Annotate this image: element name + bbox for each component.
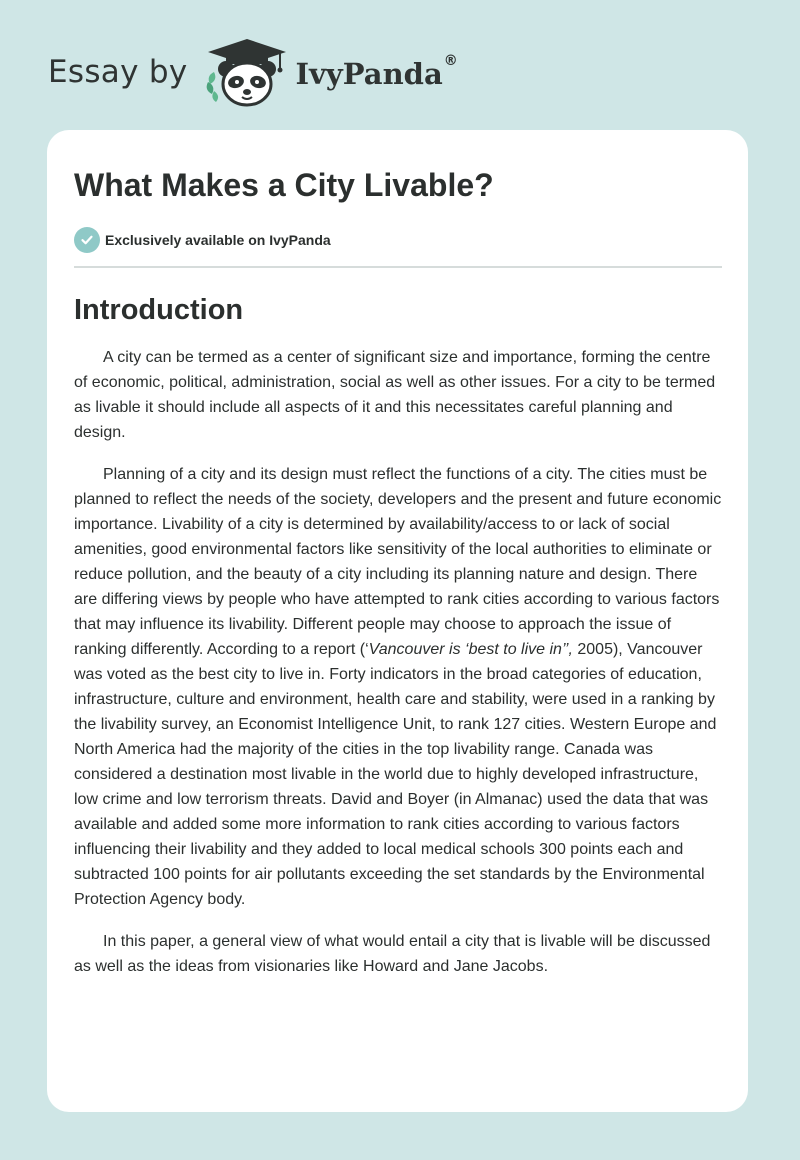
paragraph-text: Planning of a city and its design must reflect the functions of a city. The cities must be planned to reflect the needs of the society, developers and the present and future economic importance. Livability of a city is determined by availability/access to or lack of social amenities, good environmental factors like sensitivity of the local authorities to eliminate or reduce pollution, and the beauty of a city including its planning nature and design. There are differing views by people who have attempted to rank cities according to various factors that may influence its livability. Different people may choose to approach the issue of ranking differently. According to a report (‘: [74, 466, 722, 658]
paragraph: In this paper, a general view of what would entail a city that is livable will be discussed as well as the ideas from visionaries like Howard and Jane Jacobs.: [74, 933, 711, 975]
site-header: [48, 36, 458, 108]
brand-prefix: Essay by: [48, 53, 188, 90]
section-heading: Introduction: [74, 294, 244, 326]
exclusive-badge: [74, 227, 722, 253]
page-title: What Makes a City Livable?: [74, 167, 494, 203]
paragraph: A city can be termed as a center of significant size and importance, forming the centre of economic, political, administration, social as well as other issues. For a city to be termed as livable it should include all aspects of it and this necessitates careful planning and design.: [74, 349, 716, 441]
paragraph-text: 2005), Vancouver was voted as the best city to live in. Forty indicators in the broad categories of education, infrastructure, culture and environment, health care and stability, were used in a ranking by the livability survey, an Economist Intelligence Unit, to rank 127 cities. Western Europe and North America had the majority of the cities in the top livability range. Canada was considered a destination most livable in the world due to highly developed infrastructure, low crime and low terrorism threats. David and Boyer (in Almanac) used the data that was available and added some more information to rank cities according to various factors influencing their livability and they added to local medical schools 300 points each and subtracted 100 points for air pollutants exceeding the set standards by the Environmental Protection Agency body.: [74, 641, 717, 908]
exclusive-badge-label: Exclusively available on IvyPanda: [105, 232, 331, 248]
check-circle-icon: [74, 227, 100, 253]
citation-title: Vancouver is ‘best to live in’’,: [368, 641, 573, 658]
brand-name[interactable]: IvyPanda®: [295, 52, 458, 91]
panda-graduate-logo[interactable]: [204, 36, 290, 108]
divider: [74, 266, 722, 268]
registered-mark: ®: [443, 52, 458, 69]
paragraph: [74, 462, 722, 912]
essay-card: [47, 130, 748, 1112]
